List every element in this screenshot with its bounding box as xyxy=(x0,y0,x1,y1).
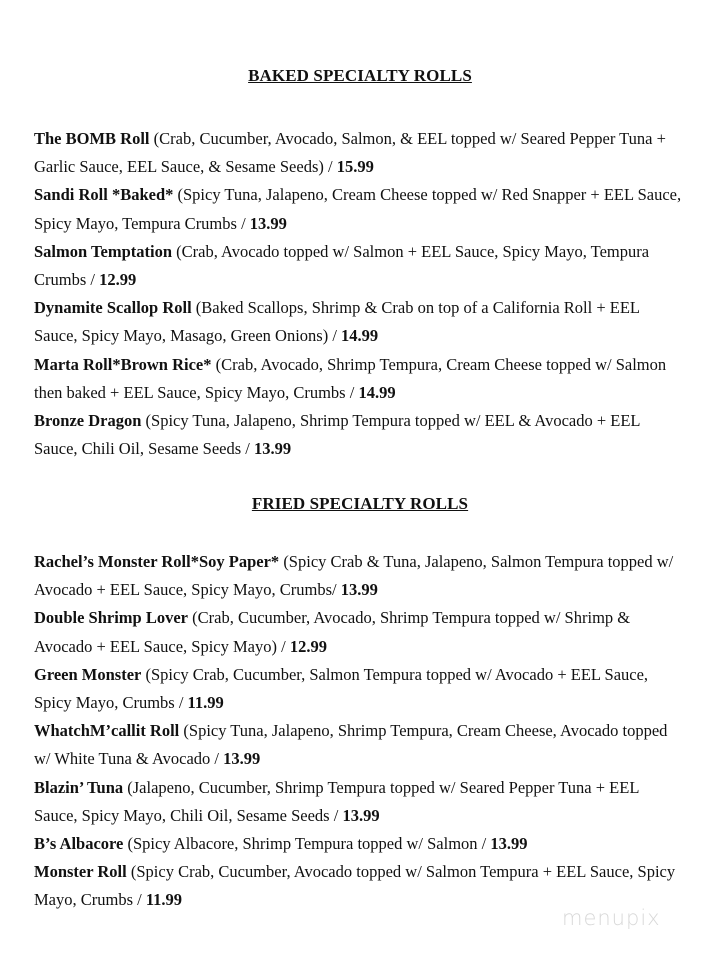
menu-item-whatchmcallit-roll xyxy=(34,717,684,773)
item-price: 11.99 xyxy=(145,890,183,910)
item-price: 13.99 xyxy=(253,439,292,459)
fried-rolls-list xyxy=(34,548,684,915)
item-description: (Spicy Crab, Cucumber, Salmon Tempura topped w/ Avocado + EEL Sauce, Spicy Mayo, Crumbs / xyxy=(34,664,649,713)
menu-item-salmon-temptation xyxy=(34,238,684,294)
item-description: (Crab, Cucumber, Avocado, Salmon, & EEL topped w/ Seared Pepper Tuna + Garlic Sauce, EEL Sauce, & Sesame Seeds) / xyxy=(34,129,666,177)
baked-rolls-heading: BAKED SPECIALTY ROLLS xyxy=(248,66,472,85)
menu-item-bronze-dragon xyxy=(34,407,684,463)
item-name: Rachel’s Monster Roll*Soy Paper* xyxy=(34,552,280,571)
menu-item-bomb-roll xyxy=(34,125,684,181)
item-description: (Crab, Cucumber, Avocado, Shrimp Tempura topped w/ Shrimp & Avocado + EEL Sauce, Spicy Mayo) / xyxy=(34,608,631,656)
menu-item-blazin-tuna xyxy=(34,774,684,830)
menu-item-sandi-roll xyxy=(34,181,684,237)
item-name: Salmon Temptation xyxy=(34,241,172,261)
item-description: (Spicy Crab & Tuna, Jalapeno, Salmon Tempura topped w/ Avocado + EEL Sauce, Spicy Mayo, Crumbs/ xyxy=(34,552,674,600)
item-price: 14.99 xyxy=(358,382,396,402)
item-description: (Baked Scallops, Shrimp & Crab on top of a California Roll + EEL Sauce, Spicy Mayo, Masago, Green Onions) / xyxy=(34,298,640,346)
item-description: (Spicy Tuna, Jalapeno, Cream Cheese topped w/ Red Snapper + EEL Sauce, Spicy Mayo, Tempura Crumbs / xyxy=(34,185,682,233)
item-price: 12.99 xyxy=(99,270,137,290)
item-description: (Spicy Tuna, Jalapeno, Shrimp Tempura, Cream Cheese, Avocado topped w/ White Tuna & Avocado / xyxy=(34,721,668,769)
item-price: 13.99 xyxy=(490,834,528,854)
menu-item-rachels-monster-roll xyxy=(34,548,684,604)
menu-item-dynamite-scallop-roll xyxy=(34,294,684,350)
item-name: Sandi Roll *Baked* xyxy=(34,185,174,205)
item-price: 13.99 xyxy=(342,805,380,825)
item-name: Green Monster xyxy=(34,664,142,684)
item-name: B’s Albacore xyxy=(34,834,124,854)
item-name: Dynamite Scallop Roll xyxy=(34,298,192,318)
item-name: Bronze Dragon xyxy=(34,411,142,431)
item-description: (Spicy Crab, Cucumber, Avocado topped w/ Salmon Tempura + EEL Sauce, Spicy Mayo, Crumbs / xyxy=(34,862,676,910)
baked-rolls-list xyxy=(34,125,684,463)
item-price: 14.99 xyxy=(341,326,379,346)
item-name: Double Shrimp Lover xyxy=(34,608,189,628)
item-name: Marta Roll*Brown Rice* xyxy=(34,354,212,374)
item-description: (Jalapeno, Cucumber, Shrimp Tempura topped w/ Seared Pepper Tuna + EEL Sauce, Spicy Mayo, Chili Oil, Sesame Seeds / xyxy=(34,777,639,825)
item-description: (Spicy Tuna, Jalapeno, Shrimp Tempura topped w/ EEL & Avocado + EEL Sauce, Chili Oil, Sesame Seeds / xyxy=(34,411,640,459)
menu-item-double-shrimp-lover xyxy=(34,604,684,660)
item-price: 13.99 xyxy=(340,580,378,600)
item-name: Blazin’ Tuna xyxy=(34,777,124,797)
menupix-watermark: menupix xyxy=(562,906,661,930)
item-price: 13.99 xyxy=(249,213,287,233)
item-name: The BOMB Roll xyxy=(34,129,150,148)
menu-item-marta-roll xyxy=(34,351,684,407)
item-price: 12.99 xyxy=(289,636,327,656)
item-description: (Crab, Avocado topped w/ Salmon + EEL Sauce, Spicy Mayo, Tempura Crumbs / xyxy=(34,241,650,290)
item-description: (Crab, Avocado, Shrimp Tempura, Cream Cheese topped w/ Salmon then baked + EEL Sauce, Spicy Mayo, Crumbs / xyxy=(34,354,667,402)
item-description: (Spicy Albacore, Shrimp Tempura topped w/ Salmon / xyxy=(123,834,491,854)
item-price: 13.99 xyxy=(223,749,261,769)
menu-item-green-monster xyxy=(34,661,684,717)
menu-item-bs-albacore xyxy=(34,830,684,858)
item-price: 15.99 xyxy=(336,157,374,177)
item-name: Monster Roll xyxy=(34,862,127,882)
item-price: 11.99 xyxy=(187,693,224,713)
item-name: WhatchM’callit Roll xyxy=(34,721,180,741)
fried-rolls-heading: FRIED SPECIALTY ROLLS xyxy=(251,494,469,513)
